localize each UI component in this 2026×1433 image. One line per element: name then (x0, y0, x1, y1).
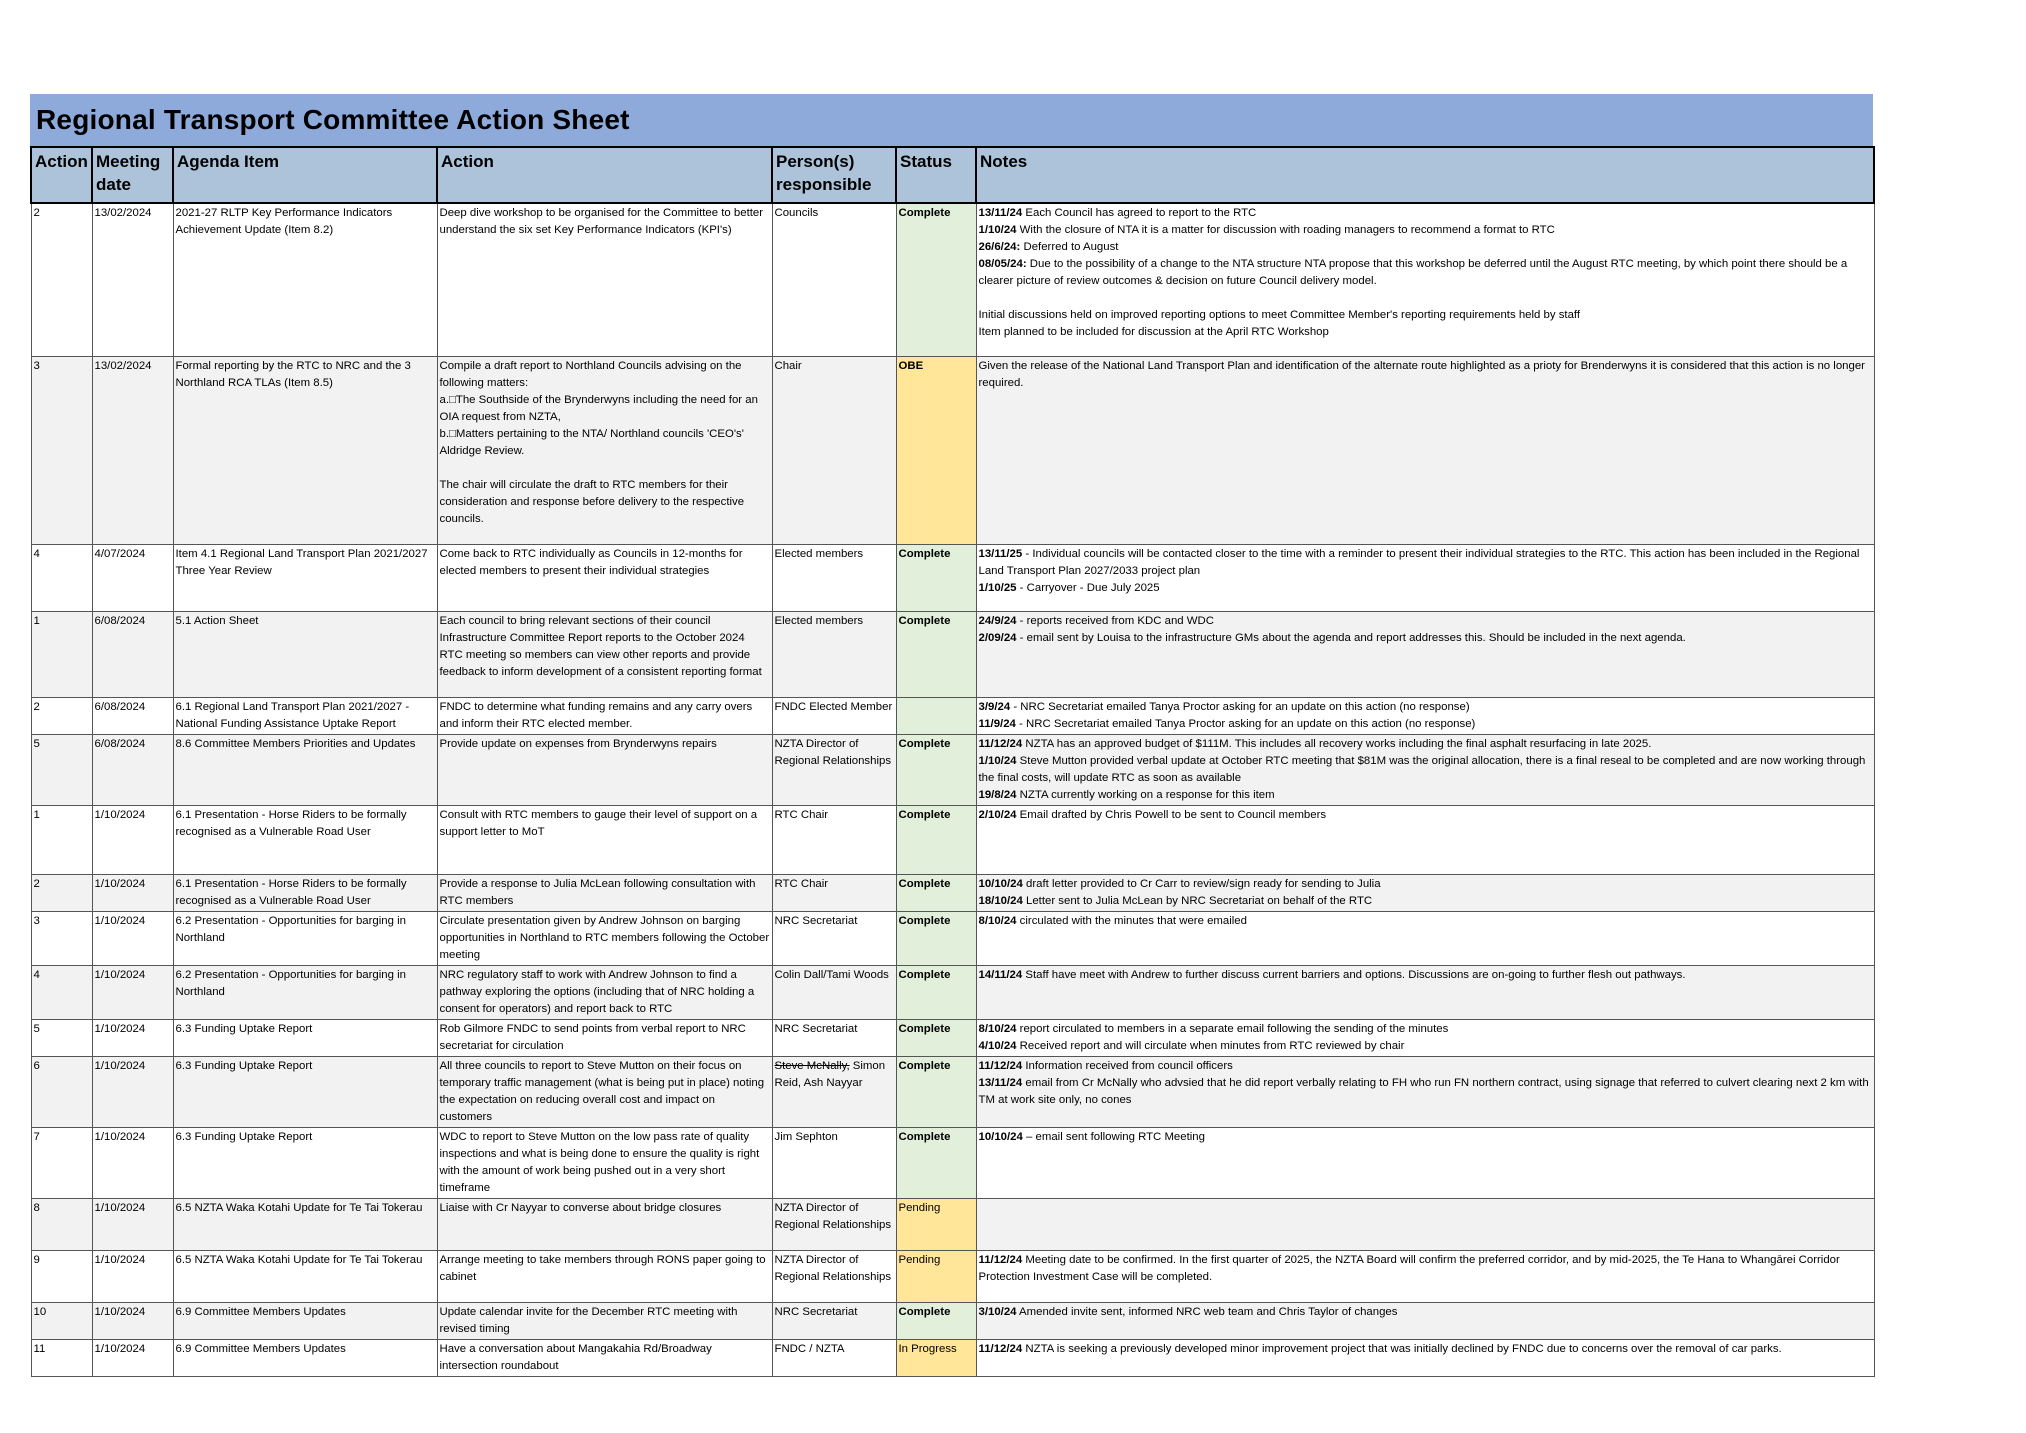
note-date: 13/11/24 (978, 1076, 1023, 1089)
note-text: report circulated to members in a separate email following the sending of the minutes (1016, 1022, 1449, 1035)
agenda-item-cell: 6.1 Regional Land Transport Plan 2021/2027 - National Funding Assistance Uptake Report (173, 697, 437, 734)
note-line (979, 1075, 1872, 1109)
note-line (979, 290, 1872, 307)
note-line (979, 239, 1872, 256)
note-line (979, 876, 1872, 893)
action-cell (437, 965, 772, 1019)
status-badge (896, 697, 976, 734)
action-sheet (30, 94, 1873, 1377)
status-badge: Complete (896, 1302, 976, 1339)
person-name: NZTA Director of Regional Relationships (774, 1201, 892, 1231)
notes-cell (976, 1056, 1874, 1127)
agenda-item-cell: 6.3 Funding Uptake Report (173, 1019, 437, 1056)
person-cell (772, 1198, 896, 1250)
table-row (31, 1339, 1874, 1376)
note-date: 3/9/24 (978, 700, 1011, 713)
person-cell (772, 544, 896, 611)
notes-cell (976, 1250, 1874, 1302)
note-text: NZTA is seeking a previously developed minor improvement project that was initially declined by FNDC due to concerns over the removal of car parks. (1022, 1342, 1782, 1355)
meeting-date-cell: 13/02/2024 (92, 356, 173, 544)
table-body (31, 203, 1874, 1376)
notes-cell (976, 1198, 1874, 1250)
person-cell (772, 203, 896, 356)
action-number-cell: 8 (31, 1198, 92, 1250)
person-cell (772, 697, 896, 734)
action-number-cell: 1 (31, 805, 92, 874)
action-number-cell: 2 (31, 697, 92, 734)
agenda-item-cell: 6.3 Funding Uptake Report (173, 1127, 437, 1198)
note-line (979, 1341, 1872, 1358)
action-line: Consult with RTC members to gauge their level of support on a support letter to MoT (439, 808, 758, 838)
person-name: Chair (774, 359, 802, 372)
action-cell (437, 1056, 772, 1127)
notes-cell (976, 1127, 1874, 1198)
table-row (31, 1198, 1874, 1250)
notes-cell (976, 911, 1874, 965)
action-cell (437, 874, 772, 911)
meeting-date-cell: 1/10/2024 (92, 805, 173, 874)
person-struck-name: Steve McNally, (774, 1059, 850, 1072)
meeting-date-cell: 1/10/2024 (92, 965, 173, 1019)
action-number-cell: 6 (31, 1056, 92, 1127)
table-row (31, 911, 1874, 965)
person-name: FNDC Elected Member (774, 700, 893, 713)
table-row (31, 697, 1874, 734)
action-line: Rob Gilmore FNDC to send points from verbal report to NRC secretariat for circulation (439, 1022, 746, 1052)
status-badge: In Progress (896, 1339, 976, 1376)
action-cell (437, 697, 772, 734)
status-badge: Complete (896, 1056, 976, 1127)
agenda-item-cell: 6.1 Presentation - Horse Riders to be formally recognised as a Vulnerable Road User (173, 874, 437, 911)
action-line: Deep dive workshop to be organised for the Committee to better understand the six set Key Performance Indicators (KPI's) (439, 207, 764, 236)
note-line (979, 222, 1872, 239)
note-text: - email sent by Louisa to the infrastructure GMs about the agenda and report addresses this. Should be included in the next agenda. (1016, 631, 1686, 644)
table-row (31, 1302, 1874, 1339)
agenda-item-cell: 6.9 Committee Members Updates (173, 1302, 437, 1339)
action-cell (437, 1019, 772, 1056)
agenda-item-cell: 6.3 Funding Uptake Report (173, 1056, 437, 1127)
note-text: Amended invite sent, informed NRC web team and Chris Taylor of changes (1016, 1305, 1398, 1318)
status-badge: Complete (896, 544, 976, 611)
note-text: Meeting date to be confirmed. In the first quarter of 2025, the NZTA Board will confirm the preferred corridor, and by mid-2025, the Te Hana to Whangārei Corridor Protection Investment Case will be completed. (978, 1253, 1840, 1283)
agenda-item-cell: 6.2 Presentation - Opportunities for barging in Northland (173, 965, 437, 1019)
note-line (979, 1304, 1872, 1321)
action-line: Liaise with Cr Nayyar to converse about bridge closures (439, 1201, 722, 1214)
action-cell (437, 203, 772, 356)
action-line: NRC regulatory staff to work with Andrew Johnson to find a pathway exploring the options (including that of NRC holding a consent for operators) and report back to RTC (439, 968, 755, 1015)
person-name: NRC Secretariat (774, 1022, 858, 1035)
table-row (31, 1056, 1874, 1127)
person-name: Jim Sephton (774, 1130, 838, 1143)
note-date: 8/10/24 (978, 914, 1017, 927)
table-row (31, 965, 1874, 1019)
meeting-date-cell: 1/10/2024 (92, 1019, 173, 1056)
person-name: Councils (774, 207, 819, 219)
note-date: 08/05/24: (978, 258, 1027, 270)
agenda-item-cell: 6.5 NZTA Waka Kotahi Update for Te Tai Tokerau (173, 1198, 437, 1250)
action-cell (437, 734, 772, 805)
note-date: 13/11/25 (978, 547, 1023, 560)
note-date: 26/6/24: (978, 241, 1021, 253)
agenda-item-cell: 6.5 NZTA Waka Kotahi Update for Te Tai Tokerau (173, 1250, 437, 1302)
status-badge: Pending (896, 1198, 976, 1250)
action-line: Compile a draft report to Northland Councils advising on the following matters: (439, 359, 742, 389)
notes-cell (976, 1019, 1874, 1056)
meeting-date-cell: 6/08/2024 (92, 697, 173, 734)
note-date: 8/10/24 (978, 1022, 1017, 1035)
note-text: - Carryover - Due July 2025 (1016, 581, 1160, 594)
action-number-cell: 1 (31, 611, 92, 697)
action-line: a.□The Southside of the Brynderwyns including the need for an OIA request from NZTA, (439, 393, 758, 423)
meeting-date-cell: 1/10/2024 (92, 1056, 173, 1127)
notes-cell (976, 1339, 1874, 1376)
note-text: - Individual councils will be contacted closer to the time with a reminder to present their individual strategies to the RTC. This action has been included in the Regional Land Transport Plan 2027/2033 project plan (978, 547, 1860, 577)
column-header-action-number: Action (31, 147, 92, 203)
note-line (979, 1129, 1872, 1146)
action-line (440, 460, 770, 477)
person-name: Simon Reid, Ash Nayyar (774, 1059, 886, 1089)
note-line (979, 1021, 1872, 1038)
column-header-persons-responsible: Person(s) responsible (772, 147, 896, 203)
action-line: FNDC to determine what funding remains and any carry overs and inform their RTC elected member. (439, 700, 753, 730)
note-text: Letter sent to Julia McLean by NRC Secretariat on behalf of the RTC (1022, 894, 1373, 907)
action-line: The chair will circulate the draft to RTC members for their consideration and response before delivery to the respective councils. (439, 478, 745, 525)
agenda-item-cell: 6.2 Presentation - Opportunities for barging in Northland (173, 911, 437, 965)
person-cell (772, 356, 896, 544)
note-line (979, 358, 1872, 392)
note-text: – email sent following RTC Meeting (1022, 1130, 1205, 1143)
column-header-status: Status (896, 147, 976, 203)
note-date: 4/10/24 (978, 1039, 1017, 1052)
person-name: NRC Secretariat (774, 1305, 858, 1318)
note-text: NZTA has an approved budget of $111M. This includes all recovery works including the final asphalt resurfacing in late 2025. (1022, 737, 1652, 750)
note-line (979, 753, 1872, 787)
meeting-date-cell: 6/08/2024 (92, 611, 173, 697)
table-row (31, 1019, 1874, 1056)
person-cell (772, 874, 896, 911)
note-line (979, 787, 1872, 804)
table-row (31, 203, 1874, 356)
action-number-cell: 2 (31, 203, 92, 356)
table-row (31, 1127, 1874, 1198)
status-badge: Complete (896, 911, 976, 965)
page-title: Regional Transport Committee Action Sheet (36, 104, 630, 135)
action-line: Update calendar invite for the December RTC meeting with revised timing (439, 1305, 738, 1335)
note-line (979, 205, 1872, 222)
action-number-cell: 2 (31, 874, 92, 911)
note-text: Email drafted by Chris Powell to be sent to Council members (1016, 808, 1327, 821)
note-date: 2/10/24 (978, 808, 1017, 821)
status-badge: Pending (896, 1250, 976, 1302)
person-cell (772, 911, 896, 965)
person-cell (772, 1019, 896, 1056)
note-text: With the closure of NTA it is a matter for discussion with roading managers to recommend a format to RTC (1016, 224, 1555, 236)
action-cell (437, 805, 772, 874)
meeting-date-cell: 1/10/2024 (92, 1250, 173, 1302)
person-name: RTC Chair (774, 877, 829, 890)
person-name: FNDC / NZTA (774, 1342, 845, 1355)
person-name: Elected members (774, 547, 864, 560)
action-number-cell: 11 (31, 1339, 92, 1376)
note-line (979, 546, 1872, 580)
title-bar (30, 94, 1873, 146)
status-badge: Complete (896, 965, 976, 1019)
table-row (31, 611, 1874, 697)
action-line: Provide update on expenses from Brynderwyns repairs (439, 737, 717, 750)
person-cell (772, 1250, 896, 1302)
action-cell (437, 544, 772, 611)
action-number-cell: 4 (31, 544, 92, 611)
table-row (31, 356, 1874, 544)
note-date: 18/10/24 (978, 894, 1023, 907)
action-cell (437, 356, 772, 544)
agenda-item-cell: 2021-27 RLTP Key Performance Indicators Achievement Update (Item 8.2) (173, 203, 437, 356)
action-number-cell: 4 (31, 965, 92, 1019)
action-number-cell: 3 (31, 356, 92, 544)
person-cell (772, 1056, 896, 1127)
note-line (979, 893, 1872, 910)
action-line: Each council to bring relevant sections of their council Infrastructure Committee Report reports to the October 2024 RTC meeting so members can view other reports and provide feedback to inform development of a consistent reporting format (439, 614, 762, 678)
note-line (979, 256, 1872, 290)
note-date: 1/10/25 (978, 581, 1017, 594)
meeting-date-cell: 4/07/2024 (92, 544, 173, 611)
action-table (30, 146, 1875, 1377)
note-text: - NRC Secretariat emailed Tanya Proctor asking for an update on this action (no response) (1015, 717, 1476, 730)
person-name: RTC Chair (774, 808, 829, 821)
column-header-agenda-item: Agenda Item (173, 147, 437, 203)
note-date: 11/12/24 (978, 737, 1023, 750)
note-line (979, 967, 1872, 984)
action-cell (437, 1339, 772, 1376)
note-line (979, 1058, 1872, 1075)
note-date: 14/11/24 (978, 968, 1023, 981)
action-cell (437, 611, 772, 697)
note-date: 11/12/24 (978, 1059, 1023, 1072)
meeting-date-cell: 1/10/2024 (92, 1198, 173, 1250)
note-date: 19/8/24 (978, 788, 1017, 801)
action-line: Come back to RTC individually as Councils in 12-months for elected members to present their individual strategies (439, 547, 743, 577)
notes-cell (976, 203, 1874, 356)
note-text: Initial discussions held on improved reporting options to meet Committee Member's reporting requirements held by staff (978, 309, 1581, 321)
agenda-item-cell: 6.1 Presentation - Horse Riders to be formally recognised as a Vulnerable Road User (173, 805, 437, 874)
note-line (979, 736, 1872, 753)
notes-cell (976, 1302, 1874, 1339)
note-text: Steve Mutton provided verbal update at October RTC meeting that $81M was the original allocation, there is a final reseal to be completed and are now working through the final costs, will update RTC as soon as available (978, 754, 1866, 784)
note-date: 11/12/24 (978, 1342, 1023, 1355)
notes-cell (976, 965, 1874, 1019)
note-date: 3/10/24 (978, 1305, 1017, 1318)
note-text: NZTA currently working on a response for this item (1016, 788, 1275, 801)
note-line (979, 913, 1872, 930)
person-cell (772, 734, 896, 805)
status-badge: Complete (896, 1127, 976, 1198)
table-row (31, 544, 1874, 611)
meeting-date-cell: 1/10/2024 (92, 1127, 173, 1198)
note-text: Item planned to be included for discussion at the April RTC Workshop (978, 326, 1329, 338)
notes-cell (976, 356, 1874, 544)
notes-cell (976, 734, 1874, 805)
note-line (979, 716, 1872, 733)
meeting-date-cell: 6/08/2024 (92, 734, 173, 805)
person-name: Elected members (774, 614, 864, 627)
person-name: NZTA Director of Regional Relationships (774, 1253, 892, 1283)
status-badge: Complete (896, 805, 976, 874)
status-badge: Complete (896, 203, 976, 356)
note-date: 11/12/24 (978, 1253, 1023, 1266)
status-badge: OBE (896, 356, 976, 544)
note-line (979, 630, 1872, 647)
note-line (979, 1252, 1872, 1286)
person-cell (772, 1339, 896, 1376)
person-cell (772, 611, 896, 697)
notes-cell (976, 697, 1874, 734)
status-badge: Complete (896, 874, 976, 911)
note-date: 10/10/24 (978, 1130, 1023, 1143)
note-line (979, 1038, 1872, 1055)
person-cell (772, 1127, 896, 1198)
action-number-cell: 5 (31, 734, 92, 805)
note-date: 11/9/24 (978, 717, 1016, 730)
action-number-cell: 10 (31, 1302, 92, 1339)
note-text: Information received from council officers (1022, 1059, 1233, 1072)
note-text: - NRC Secretariat emailed Tanya Proctor asking for an update on this action (no response) (1010, 700, 1470, 713)
agenda-item-cell: Formal reporting by the RTC to NRC and the 3 Northland RCA TLAs (Item 8.5) (173, 356, 437, 544)
notes-cell (976, 874, 1874, 911)
action-cell (437, 1250, 772, 1302)
notes-cell (976, 544, 1874, 611)
person-cell (772, 1302, 896, 1339)
note-line (979, 324, 1872, 341)
note-text: Each Council has agreed to report to the RTC (1022, 207, 1257, 219)
note-text: draft letter provided to Cr Carr to review/sign ready for sending to Julia (1022, 877, 1381, 890)
note-text: Staff have meet with Andrew to further discuss current barriers and options. Discussions are on-going to further flesh out pathways. (1022, 968, 1686, 981)
action-line: Have a conversation about Mangakahia Rd/Broadway intersection roundabout (439, 1342, 712, 1372)
status-badge: Complete (896, 611, 976, 697)
note-text: email from Cr McNally who advsied that he did report verbally relating to FH who run FN northern contract, using signage that referred to culvert clearing next 2 km with TM at work site only, no cones (978, 1076, 1869, 1106)
note-date: 1/10/24 (978, 754, 1017, 767)
meeting-date-cell: 1/10/2024 (92, 1339, 173, 1376)
person-name: NZTA Director of Regional Relationships (774, 737, 892, 767)
note-date: 10/10/24 (978, 877, 1023, 890)
action-cell (437, 1302, 772, 1339)
header-row (31, 147, 1874, 203)
action-number-cell: 5 (31, 1019, 92, 1056)
action-line: Circulate presentation given by Andrew Johnson on barging opportunities in Northland to RTC members following the October meeting (439, 914, 770, 961)
agenda-item-cell: Item 4.1 Regional Land Transport Plan 2021/2027 Three Year Review (173, 544, 437, 611)
action-cell (437, 911, 772, 965)
person-cell (772, 965, 896, 1019)
column-header-meeting-date: Meeting date (92, 147, 173, 203)
action-line: Arrange meeting to take members through RONS paper going to cabinet (439, 1253, 766, 1283)
notes-cell (976, 805, 1874, 874)
action-number-cell: 3 (31, 911, 92, 965)
note-line (979, 613, 1872, 630)
person-name: Colin Dall/Tami Woods (774, 968, 889, 981)
note-date: 24/9/24 (978, 614, 1017, 627)
status-badge: Complete (896, 1019, 976, 1056)
table-row (31, 734, 1874, 805)
notes-cell (976, 611, 1874, 697)
column-header-notes: Notes (976, 147, 1874, 203)
note-line (979, 580, 1872, 597)
note-line (979, 307, 1872, 324)
action-number-cell: 7 (31, 1127, 92, 1198)
note-text: Received report and will circulate when minutes from RTC reviewed by chair (1016, 1039, 1405, 1052)
action-line: All three councils to report to Steve Mutton on their focus on temporary traffic management (what is being put in place) noting the expectation on reducing overall cost and impact on customers (439, 1059, 765, 1123)
table-row (31, 1250, 1874, 1302)
note-text: Due to the possibility of a change to the NTA structure NTA propose that this workshop be deferred until the August RTC meeting, by which point there should be a clearer picture of review outcomes & decision on future Council delivery model. (978, 258, 1848, 287)
note-text: Given the release of the National Land Transport Plan and identification of the alternate route highlighted as a prioty for Brenderwyns it is considered that this action is no longer required. (978, 359, 1865, 389)
note-date: 1/10/24 (978, 224, 1017, 236)
meeting-date-cell: 1/10/2024 (92, 1302, 173, 1339)
person-cell (772, 805, 896, 874)
agenda-item-cell: 6.9 Committee Members Updates (173, 1339, 437, 1376)
table-row (31, 805, 1874, 874)
meeting-date-cell: 13/02/2024 (92, 203, 173, 356)
column-header-action: Action (437, 147, 772, 203)
action-line: WDC to report to Steve Mutton on the low pass rate of quality inspections and what is being done to ensure the quality is right with the amount of work being pushed out in a very short timeframe (439, 1130, 760, 1194)
action-cell (437, 1198, 772, 1250)
note-text: Deferred to August (1020, 241, 1119, 253)
note-line (979, 699, 1872, 716)
person-name: NRC Secretariat (774, 914, 858, 927)
note-text: - reports received from KDC and WDC (1016, 614, 1215, 627)
note-text: circulated with the minutes that were emailed (1016, 914, 1247, 927)
agenda-item-cell: 5.1 Action Sheet (173, 611, 437, 697)
note-date: 13/11/24 (978, 207, 1023, 219)
meeting-date-cell: 1/10/2024 (92, 874, 173, 911)
action-cell (437, 1127, 772, 1198)
meeting-date-cell: 1/10/2024 (92, 911, 173, 965)
action-number-cell: 9 (31, 1250, 92, 1302)
status-badge: Complete (896, 734, 976, 805)
note-line (979, 807, 1872, 824)
table-row (31, 874, 1874, 911)
agenda-item-cell: 8.6 Committee Members Priorities and Updates (173, 734, 437, 805)
action-line: b.□Matters pertaining to the NTA/ Northland councils 'CEO's' Aldridge Review. (439, 427, 744, 457)
action-line: Provide a response to Julia McLean following consultation with RTC members (439, 877, 756, 907)
note-date: 2/09/24 (978, 631, 1017, 644)
